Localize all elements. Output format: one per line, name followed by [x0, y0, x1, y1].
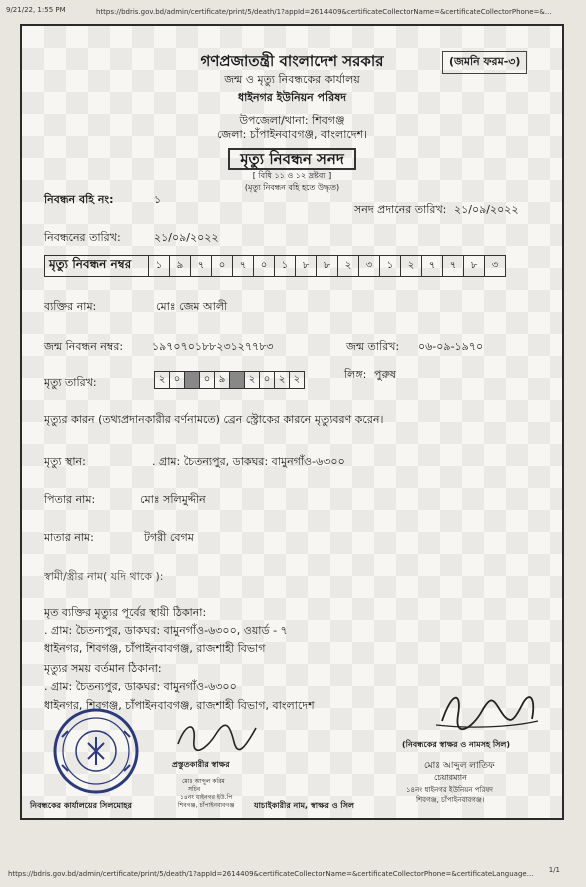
registrar-line4: শিবগঞ্জ, চাঁপাইনবাবগঞ্জ। [416, 796, 485, 804]
death-date-label: মৃত্যু তারিখ: [44, 376, 97, 389]
birth-no-label: জন্ম নিবন্ধন নম্বর: [44, 340, 124, 353]
registrar-signature [432, 681, 542, 736]
curr-address-line1: . গ্রাম: চৈতন্যপুর, ডাকঘর: বামুনগাঁও-৬৩০০ [44, 680, 237, 693]
death-date-digit: ০ [199, 372, 214, 388]
registrar-line3: ১৪নং ধাইনগর ইউনিয়ন পরিষদ [406, 786, 493, 794]
death-place-value: . গ্রাম: চৈতন্যপুর, ডাকঘর: বামুনগাঁও-৬৩০০ [152, 455, 345, 468]
print-url-bottom: https://bdris.gov.bd/admin/certificate/print/5/death/1?appId=2614409&certificateCollectorName=&certificateCollectorPhone=&certificateLanguage... [8, 870, 534, 878]
death-date-digit: ২ [274, 372, 289, 388]
death-date-box [154, 371, 305, 389]
perm-address-line1: . গ্রাম: চৈতন্যপুর, ডাকঘর: বামুনগাঁও-৬৩০০, ওয়ার্ড - ৭ [44, 624, 288, 637]
dob-label: জন্ম তারিখ: [346, 340, 400, 353]
reg-date-label: নিবন্ধনের তারিখ: [44, 231, 121, 244]
registrar-name: মোঃ আব্দুল লাতিফ [424, 761, 495, 771]
curr-address-line2: ধাইনগর, শিবগঞ্জ, চাঁপাইনবাবগঞ্জ, রাজশাহী বিভাগ, বাংলাদেশ [44, 699, 315, 712]
death-date-digit: ৯ [214, 372, 229, 388]
upazila-line: উপজেলা/থানা: শিবগঞ্জ [239, 114, 345, 127]
death-date-digit: ২ [158, 373, 166, 385]
death-no-digit: ১ [274, 256, 295, 276]
registrar-sign-label: (নিবন্ধকের স্বাক্ষর ও নামসহ সিল) [402, 740, 511, 749]
death-date-digit [229, 372, 244, 388]
death-no-digit: ৮ [463, 256, 484, 276]
death-no-digit: ৭ [442, 256, 463, 276]
print-url-top: https://bdris.gov.bd/admin/certificate/print/5/death/1?appId=2614409&certificateCollectorName=&certificateCollectorPhone=&... [96, 8, 552, 16]
death-no-label: মৃত্যু নিবন্ধন নম্বর [44, 255, 153, 277]
father-label: পিতার নাম: [44, 493, 96, 506]
death-date-digit: ২ [244, 372, 259, 388]
district-line: জেলা: চাঁপাইনবাবগঞ্জ, বাংলাদেশ। [216, 128, 368, 141]
office-title: জন্ম ও মৃত্যু নিবন্ধকের কার্যালয় [224, 73, 360, 86]
print-page-number: 1/1 [548, 866, 560, 874]
name-value: মোঃ জেম আলী [156, 300, 228, 313]
gender-label: লিঙ্গ: [344, 368, 367, 381]
print-footer [0, 858, 586, 886]
issue-date-label: সনদ প্রদানের তারিখ: [354, 203, 447, 216]
perm-address-line2: ধাইনগর, শিবগঞ্জ, চাঁপাইনবাবগঞ্জ, রাজশাহী বিভাগ [44, 642, 266, 655]
book-no-label: নিবন্ধন বহি নং: [44, 193, 114, 206]
mother-label: মাতার নাম: [44, 531, 94, 544]
father-value: মোঃ সলিমুদ্দীন [140, 493, 206, 506]
print-timestamp: 9/21/22, 1:55 PM [6, 6, 66, 14]
death-no-digit: ৮ [316, 256, 337, 276]
death-date-digit [184, 372, 199, 388]
death-no-digit: ৭ [421, 256, 442, 276]
extract-note: (মৃত্যু নিবন্ধন বহি হতে উদ্ধৃত) [244, 183, 340, 192]
birth-no-value: ১৯৭০৭০১৮৮২৩১২৭৭৮৩ [152, 340, 274, 353]
office-seal-label: নিবন্ধকের কার্যালয়ের সিলমোহর [30, 801, 132, 810]
death-no-digit: ৮ [295, 256, 316, 276]
dob-value: ০৬-০৯-১৯৭০ [418, 340, 484, 353]
death-place-label: মৃত্যু স্থান: [44, 455, 86, 468]
office-seal-stamp [52, 707, 140, 795]
death-no-digit: ০ [253, 256, 274, 276]
death-cause: মৃত্যুর কারন (তথ্যপ্রদানকারীর বর্ণনামতে) ব্রেন স্ট্রোকের কারনে মৃত্যুবরণ করেন। [44, 413, 384, 426]
death-no-digit: ৩ [358, 256, 379, 276]
preparer-label: প্রস্তুতকারীর স্বাক্ষর [172, 760, 230, 769]
mother-value: টগরী বেগম [144, 531, 194, 544]
preparer-stamp4: শিবগঞ্জ, চাঁপাইনবাবগঞ্জ [178, 802, 235, 809]
book-no-value: ১ [154, 193, 162, 206]
registrar-title: চেয়ারম্যান [434, 773, 467, 782]
death-no-digit: ৭ [232, 256, 253, 276]
form-number-badge: (জমনি ফরম-৩) [442, 51, 527, 74]
perm-address-label: মৃত ব্যক্তির মৃত্যুর পূর্বের স্থায়ী ঠিকানা: [44, 606, 207, 619]
preparer-signature [172, 716, 262, 756]
death-no-digit: ১ [379, 256, 400, 276]
spouse-label: স্বামী/স্ত্রীর নাম( যদি থাকে ): [44, 570, 164, 583]
death-no-digit: ২ [337, 256, 358, 276]
print-header [0, 0, 586, 20]
verifier-label: যাচাইকারীর নাম, স্বাক্ষর ও সিল [254, 801, 354, 810]
death-no-digit: ২ [400, 256, 421, 276]
curr-address-label: মৃত্যুর সময় বর্তমান ঠিকানা: [44, 662, 162, 675]
reg-date-value: ২১/০৯/২০২২ [154, 231, 219, 244]
preparer-stamp3: ১৪নং ধাইনগর ইউ.পি [180, 794, 233, 801]
union-title: ধাইনগর ইউনিয়ন পরিষদ [237, 91, 347, 104]
certificate-title: মৃত্যু নিবন্ধন সনদ [228, 148, 356, 170]
rule-ref: [ বিধি ১১ ও ১২ দ্রষ্টব্য ] [252, 171, 332, 180]
preparer-stamp1: মোঃ আব্দুল করিম [182, 778, 225, 785]
death-no-digit: ৯ [169, 256, 190, 276]
death-date-digit: ০ [259, 372, 274, 388]
death-no-digit: ১ [155, 259, 163, 271]
gender-value: পুরুষ [374, 368, 396, 381]
certificate-paper [20, 24, 564, 820]
death-date-digit: ২ [289, 372, 304, 388]
name-label: ব্যক্তির নাম: [44, 300, 97, 313]
govt-title: গণপ্রজাতন্ত্রী বাংলাদেশ সরকার [200, 52, 384, 70]
death-date-digit: ০ [169, 372, 184, 388]
issue-date-value: ২১/০৯/২০২২ [454, 203, 519, 216]
death-no-digit: ০ [211, 256, 232, 276]
death-no-digit: ৩ [484, 256, 505, 276]
death-no-box [148, 255, 506, 277]
preparer-stamp2: সচিব [188, 786, 201, 793]
death-no-digit: ৭ [190, 256, 211, 276]
